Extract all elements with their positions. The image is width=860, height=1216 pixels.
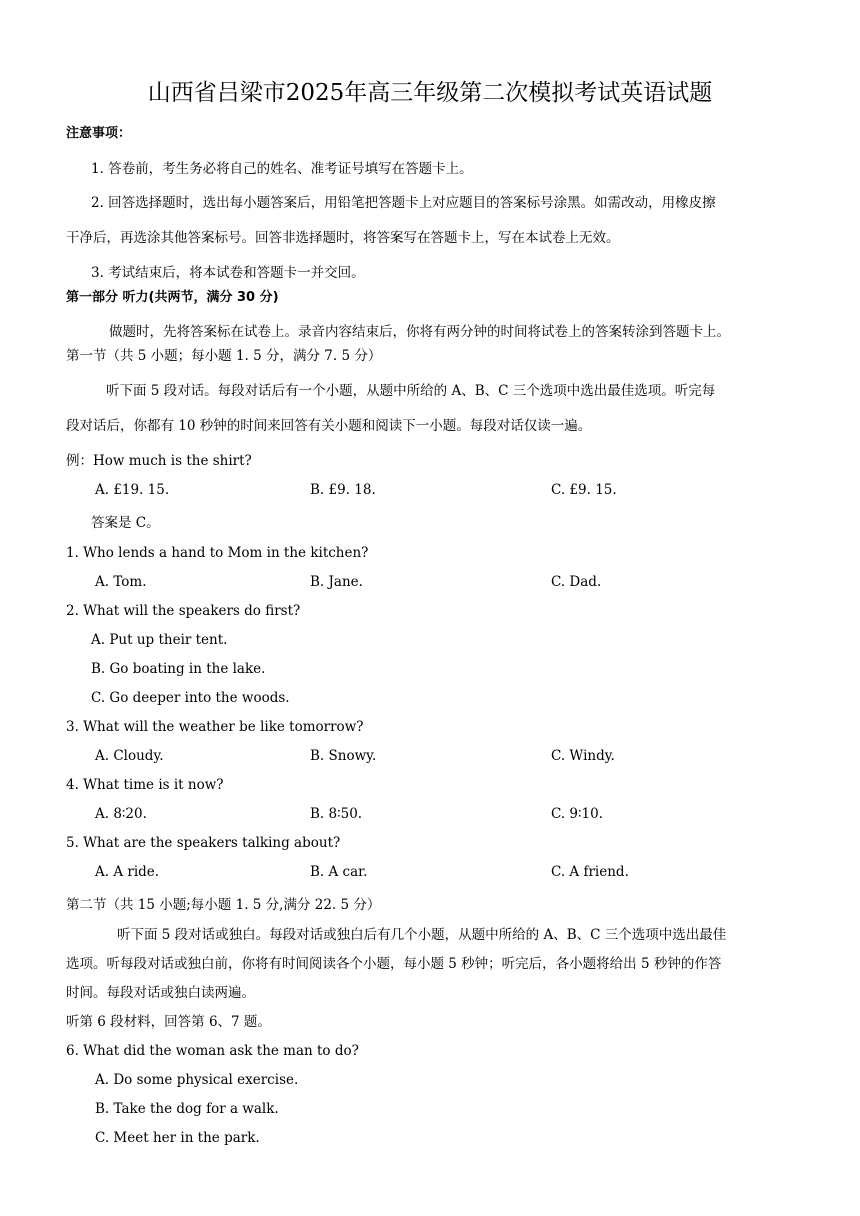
q6-option-a: A. Do some physical exercise. xyxy=(95,1072,299,1088)
q5-option-c: C. A friend. xyxy=(551,864,629,880)
notice-heading: 注意事项： xyxy=(66,126,132,141)
section2-intro-1: 听下面 5 段对话或独白。每段对话或独白后有几个小题，从题中所给的 A、B、C 三个选项中选出最佳 xyxy=(117,927,727,943)
q3-option-b: B. Snowy. xyxy=(310,748,377,764)
section2-intro-3: 时间。每段对话或独白读两遍。 xyxy=(66,985,255,1001)
q3-option-a: A. Cloudy. xyxy=(95,748,164,764)
notice-item-2: 2. 回答选择题时，选出每小题答案后，用铅笔把答题卡上对应题目的答案标号涂黑。如需改动，用橡皮擦 xyxy=(91,195,716,211)
q3-question: 3. What will the weather be like tomorrow? xyxy=(66,719,364,735)
q1-option-c: C. Dad. xyxy=(551,574,602,590)
notice-item-3: 3. 考试结束后，将本试卷和答题卡一并交回。 xyxy=(91,265,365,281)
q2-option-b: B. Go boating in the lake. xyxy=(91,661,266,677)
q2-option-c: C. Go deeper into the woods. xyxy=(91,690,290,706)
notice-item-1: 1. 答卷前，考生务必将自己的姓名、准考证号填写在答题卡上。 xyxy=(91,161,473,177)
example-option-c: C. £9. 15. xyxy=(551,482,617,498)
q2-question: 2. What will the speakers do first? xyxy=(66,603,301,619)
q4-option-c: C. 9∶10. xyxy=(551,806,604,822)
example-question: 例：How much is the shirt? xyxy=(66,453,252,469)
example-option-b: B. £9. 18. xyxy=(310,482,376,498)
q6-option-c: C. Meet her in the park. xyxy=(95,1130,260,1146)
example-answer: 答案是 C。 xyxy=(91,515,160,531)
part1-heading: 第一部分 听力(共两节，满分 30 分) xyxy=(66,290,279,305)
q4-option-a: A. 8∶20. xyxy=(95,806,147,822)
q5-option-b: B. A car. xyxy=(310,864,368,880)
q4-question: 4. What time is it now? xyxy=(66,777,224,793)
example-option-a: A. £19. 15. xyxy=(95,482,170,498)
q1-option-a: A. Tom. xyxy=(95,574,147,590)
part1-intro: 做题时，先将答案标在试卷上。录音内容结束后，你将有两分钟的时间将试卷上的答案转涂到答题卡上。 xyxy=(109,324,730,340)
q1-question: 1. Who lends a hand to Mom in the kitchen? xyxy=(66,545,369,561)
section2-heading: 第二节（共 15 小题;每小题 1. 5 分,满分 22. 5 分） xyxy=(66,897,381,913)
section1-intro-2: 段对话后，你都有 10 秒钟的时间来回答有关小题和阅读下一小题。每段对话仅读一遍。 xyxy=(66,418,592,434)
section2-intro-2: 选项。听每段对话或独白前，你将有时间阅读各个小题，每小题 5 秒钟；听完后，各小题将给出 5 秒钟的作答 xyxy=(66,956,722,972)
q2-option-a: A. Put up their tent. xyxy=(91,632,228,648)
material-6-label: 听第 6 段材料，回答第 6、7 题。 xyxy=(66,1014,271,1030)
section1-heading: 第一节（共 5 小题；每小题 1. 5 分，满分 7. 5 分） xyxy=(66,348,382,364)
q5-question: 5. What are the speakers talking about? xyxy=(66,835,341,851)
q6-question: 6. What did the woman ask the man to do? xyxy=(66,1043,359,1059)
section1-intro-1: 听下面 5 段对话。每段对话后有一个小题，从题中所给的 A、B、C 三个选项中选出最佳选项。听完每 xyxy=(106,383,716,399)
q4-option-b: B. 8∶50. xyxy=(310,806,363,822)
q6-option-b: B. Take the dog for a walk. xyxy=(95,1101,279,1117)
q5-option-a: A. A ride. xyxy=(95,864,160,880)
q3-option-c: C. Windy. xyxy=(551,748,615,764)
page-title: 山西省吕梁市2025年高三年级第二次模拟考试英语试题 xyxy=(147,80,713,106)
q1-option-b: B. Jane. xyxy=(310,574,363,590)
notice-item-2-cont: 干净后，再选涂其他答案标号。回答非选择题时，将答案写在答题卡上，写在本试卷上无效。 xyxy=(66,230,620,246)
